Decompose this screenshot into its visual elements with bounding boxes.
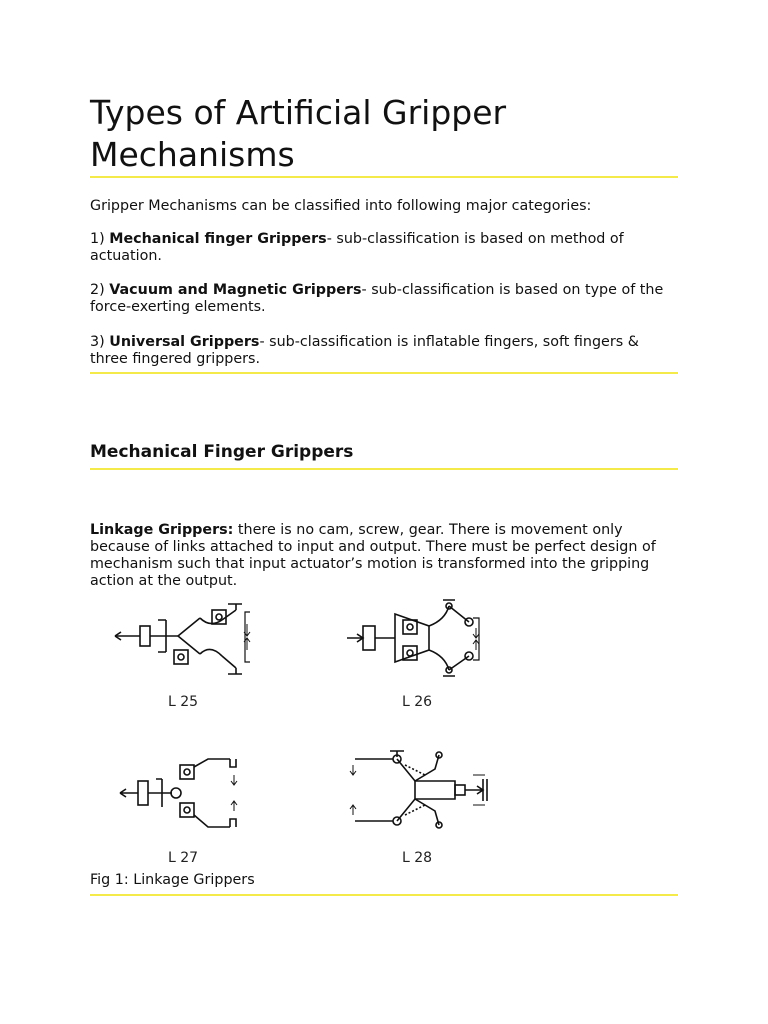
category-desc: - sub-classification is based on type of the force-exerting elements. bbox=[90, 282, 664, 315]
page-title: Types of Artificial Gripper Mechanisms bbox=[90, 93, 507, 174]
linkage-term: Linkage Grippers: bbox=[90, 522, 234, 538]
figure-label: L 26 bbox=[402, 694, 433, 710]
figure-l26 bbox=[345, 600, 485, 680]
section-heading: Mechanical Finger Grippers bbox=[90, 442, 354, 462]
category-name: Vacuum and Magnetic Grippers bbox=[109, 282, 362, 298]
category-item-mechanical bbox=[90, 231, 680, 265]
category-item-vacuum bbox=[90, 282, 680, 316]
category-name: Universal Grippers bbox=[109, 334, 260, 350]
figure-caption: Fig 1: Linkage Grippers bbox=[90, 872, 255, 888]
category-item-universal bbox=[90, 334, 680, 368]
divider bbox=[90, 468, 678, 470]
linkage-text: there is no cam, screw, gear. There is movement only because of links attached to input and output. There must be perfect design of mechanism such that input actuator’s motion is transformed into the gripping action at the output. bbox=[90, 522, 656, 589]
divider bbox=[90, 894, 678, 896]
figure-label: L 28 bbox=[402, 850, 433, 866]
figure-label: L 25 bbox=[168, 694, 199, 710]
category-name: Mechanical finger Grippers bbox=[109, 231, 327, 247]
divider bbox=[90, 176, 678, 178]
figure-l25 bbox=[110, 598, 260, 678]
divider bbox=[90, 372, 678, 374]
category-number: 2) bbox=[90, 282, 105, 298]
figure-label: L 27 bbox=[168, 850, 199, 866]
category-number: 3) bbox=[90, 334, 105, 350]
category-number: 1) bbox=[90, 231, 105, 247]
figure-l27 bbox=[118, 755, 248, 835]
figure-l28 bbox=[345, 745, 490, 835]
intro-text: Gripper Mechanisms can be classified into following major categories: bbox=[90, 198, 592, 214]
category-desc: - sub-classification is based on method of actuation. bbox=[90, 231, 624, 264]
linkage-paragraph bbox=[90, 522, 680, 590]
category-desc: - sub-classification is inflatable fingers, soft fingers & three fingered grippers. bbox=[90, 334, 639, 367]
